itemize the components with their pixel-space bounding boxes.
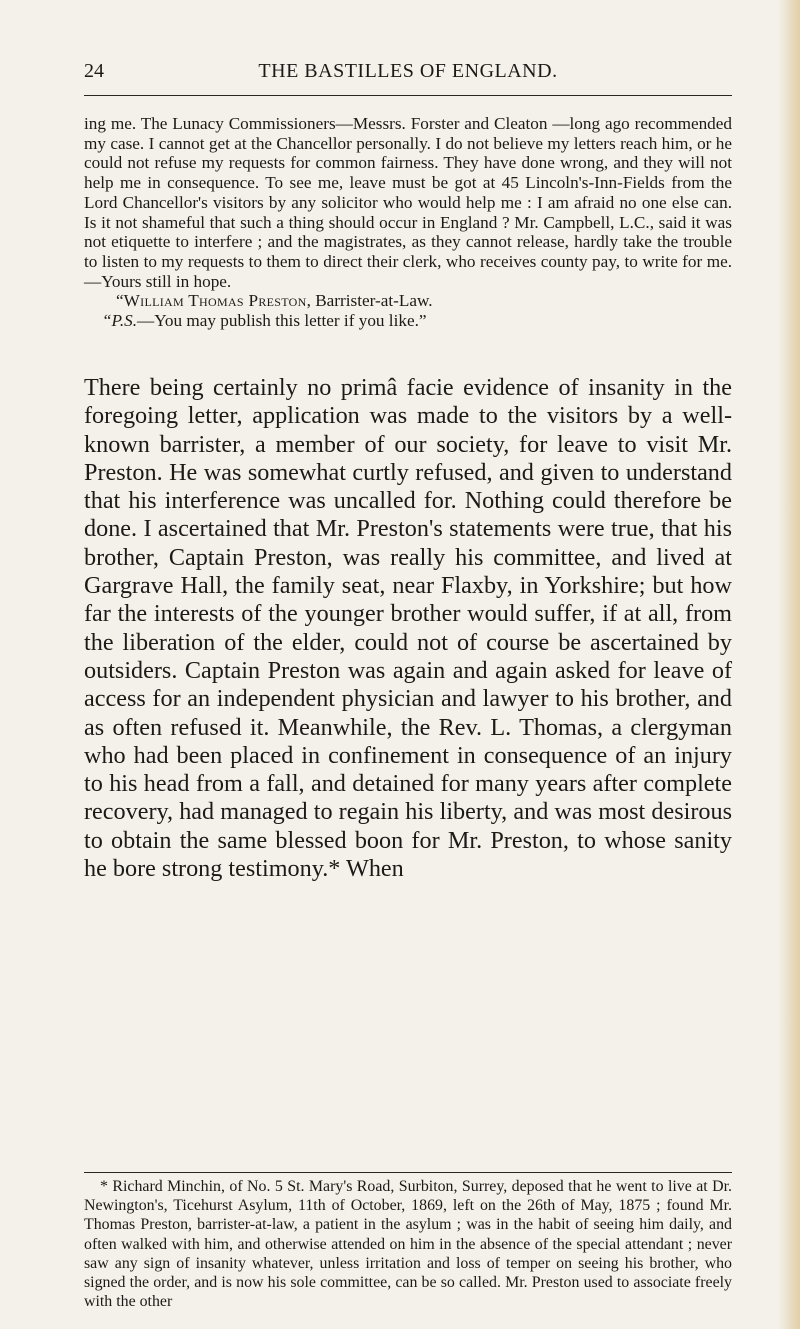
footnote-text: * Richard Minchin, of No. 5 St. Mary's Road, Surbiton, Surrey, deposed that he went to live at Dr. Newington's, Ticehurst Asylum, 11th of October, 1869, left on the 26th of May, 1875 ; found Mr. Thomas Preston, barrister-at-law, a patient in the asylum ; was in the habit of seeing him daily, and often walked with him, and otherwise attended on him in the absence of the special attendant ; never saw any sign of insanity whatever, unless irritation and loss of temper on seeing his brother, who signed the order, and is now his sole committee, can be so called. Mr. Preston used to associate freely with the other: [84, 1178, 732, 1311]
footnote-rule: [84, 1172, 732, 1173]
letter-postscript: [84, 311, 732, 331]
body-paragraph: There being certainly no primâ facie evidence of insanity in the foregoing letter, application was made to the visitors by a well-known barrister, a member of our society, for leave to visit Mr. Preston. He was somewhat curtly refused, and given to understand that his interference was uncalled for. Nothing could therefore be done. I ascertained that Mr. Preston's statements were true, that his brother, Captain Preston, was really his committee, and lived at Gargrave Hall, the family seat, near Flaxby, in Yorkshire; but how far the interests of the younger brother would suffer, if at all, from the liberation of the elder, could not of course be ascertained by outsiders. Captain Preston was again and again asked for leave of access for an independent physician and lawyer to his brother, and as often refused it. Meanwhile, the Rev. L. Thomas, a clergyman who had been placed in confinement in consequence of an injury to his head from a fall, and detained for many years after complete recovery, had managed to regain his liberty, and was most desirous to obtain the same blessed boon for Mr. Preston, to whose sanity he bore strong testimony.* When: [84, 374, 732, 883]
page-edge-shadow: [778, 0, 800, 1329]
main-paragraph: [84, 374, 732, 883]
signature-title: , Barrister-at-Law.: [306, 291, 433, 311]
page-header: [84, 60, 732, 86]
page-number: 24: [84, 60, 104, 82]
postscript-label: “P.S.: [102, 311, 138, 331]
signature-open-quote: “: [116, 291, 124, 311]
quoted-letter: [84, 114, 732, 331]
footnote: [84, 1177, 732, 1311]
postscript-text: —You may publish this letter if you like.”: [137, 311, 427, 331]
signature-name: William Thomas Preston: [123, 291, 307, 311]
running-title: THE BASTILLES OF ENGLAND.: [258, 60, 558, 82]
letter-text: ing me. The Lunacy Commissioners—Messrs. Forster and Cleaton —long ago recommended my case. I cannot get at the Chancellor personally. I do not believe my letters reach him, or he could not refuse my requests for common fairness. They have done wrong, and they will not help me in consequence. To see me, leave must be got at 45 Lincoln's-Inn-Fields from the Lord Chancellor's visitors by any solicitor who would help me : I am afraid no one else can. Is it not shameful that such a thing should occur in England ? Mr. Campbell, L.C., said it was not etiquette to interfere ; and the magistrates, as they cannot release, hardly take the trouble to listen to my requests to them to direct their clerk, who receives county pay, to write for me.—Yours still in hope.: [84, 114, 732, 291]
header-rule: [84, 95, 732, 96]
letter-signature: [84, 291, 732, 311]
